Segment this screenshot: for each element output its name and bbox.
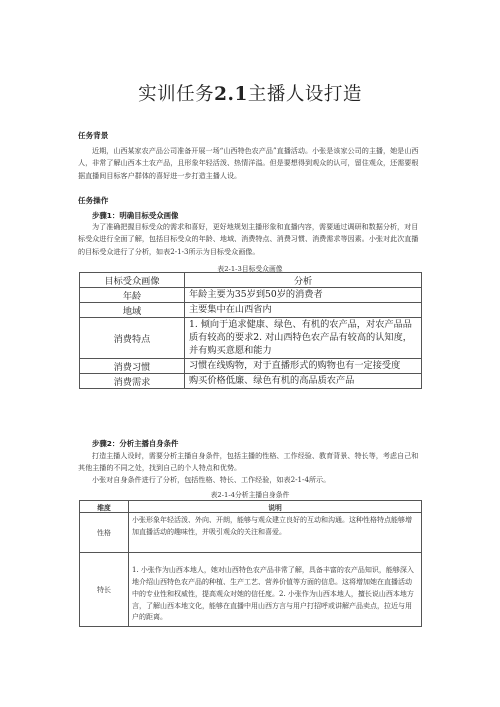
table-header-row — [80, 273, 422, 288]
table-cell-value: 小张形象年轻活泼、外向、开朗，能够与观众建立良好的互动和沟通。这种性格特点能够增加直播活动的趣味性，并吸引观众的关注和喜爱。 — [129, 513, 422, 553]
table-cell-label: 年龄 — [80, 288, 185, 303]
table-cell-label: 地域 — [80, 303, 185, 318]
section-heading-operation: 任务操作 — [78, 196, 109, 205]
table-header-cell: 维度 — [80, 501, 129, 513]
page-title — [0, 80, 500, 106]
step1-paragraph: 为了准确把握目标受众的需求和喜好，更好地规划主播形象和直播内容，需要通过调研和数据分析，对目标受众进行全面了解，包括目标受众的年龄、地域、消费特点、消费习惯、消费需求等因素。小张对此次直播的目标受众进行了分析，如表2-1-3所示为目标受众画像。 — [78, 222, 419, 256]
table-row — [80, 553, 422, 627]
step1-heading: 步骤1：明确目标受众画像 — [92, 211, 179, 220]
table-cell-value: 1. 倾向于追求健康、绿色、有机的农产品，对农产品品质有较高的要求2. 对山西特色农产品有较高的认知度，并有购买意愿和能力 — [185, 318, 422, 359]
table-cell-value: 习惯在线购物，对于直播形式的购物也有一定接受度 — [185, 358, 422, 373]
table-row — [80, 358, 422, 373]
table-cell-label: 性格 — [80, 513, 129, 553]
title-number: 2.1 — [214, 84, 248, 105]
step2-heading: 步骤2：分析主播自身条件 — [92, 439, 179, 448]
step2-paragraph-2: 小张对自身条件进行了分析，包括性格、特长、工作经验，如表2-1-4所示。 — [92, 475, 331, 484]
table-header-cell: 说明 — [129, 501, 422, 513]
table-row — [80, 373, 422, 388]
table-cell-label: 消费需求 — [80, 373, 185, 388]
title-suffix: 主播人设打造 — [247, 84, 362, 105]
table-row — [80, 318, 422, 359]
background-paragraph: 近期，山西某家农产品公司准备开展一场“山西特色农产品”直播活动。小张是该家公司的主播，她是山西人，非常了解山西本土农产品，且形象年轻活泼、热情洋溢。但是要想得到观众的认可，留住观众，还需要根据直播间目标客户群体的喜好进一步打造主播人设。 — [78, 146, 419, 180]
table-header-cell: 分析 — [185, 273, 422, 288]
table-header-row — [80, 501, 422, 513]
table-cell-value: 主要集中在山西省内 — [185, 303, 422, 318]
self-analysis-table — [79, 500, 422, 627]
title-prefix: 实训任务 — [138, 84, 215, 105]
step2-paragraph: 打造主播人设时，需要分析主播自身条件，包括主播的性格、工作经验、教育背景、特长等，考虑自己和其他主播的不同之处，找到自己的个人特点和优势。 — [78, 451, 419, 473]
table-cell-label: 消费习惯 — [80, 358, 185, 373]
table-header-cell: 目标受众画像 — [80, 273, 185, 288]
table-row — [80, 513, 422, 553]
table-cell-value: 1. 小张作为山西本地人，她对山西特色农产品非常了解，具备丰富的农产品知识，能够深入地介绍山西特色农产品的种植、生产工艺、营养价值等方面的信息。这将增加她在直播活动中的专业性和权威性，提高观众对她的信任度。2. 小张作为山西本地人，擅长说山西本地方言，了解山西本地文化，能够在直播中用山西方言与用户打招呼或讲解产品卖点，拉近与用户的距离。 — [129, 553, 422, 627]
table-row — [80, 288, 422, 303]
table-row — [80, 303, 422, 318]
table-cell-value: 年龄主要为35岁到50岁的消费者 — [185, 288, 422, 303]
table-cell-value: 购买价格低廉、绿色有机的高品质农产品 — [185, 373, 422, 388]
table2-caption: 表2-1-4分析主播自身条件 — [210, 491, 290, 499]
table-cell-label: 特长 — [80, 553, 129, 627]
audience-profile-table — [79, 272, 422, 389]
table-cell-label: 消费特点 — [80, 318, 185, 359]
section-heading-background: 任务背景 — [78, 131, 109, 140]
table1-caption: 表2-1-3目标受众画像 — [217, 265, 283, 273]
